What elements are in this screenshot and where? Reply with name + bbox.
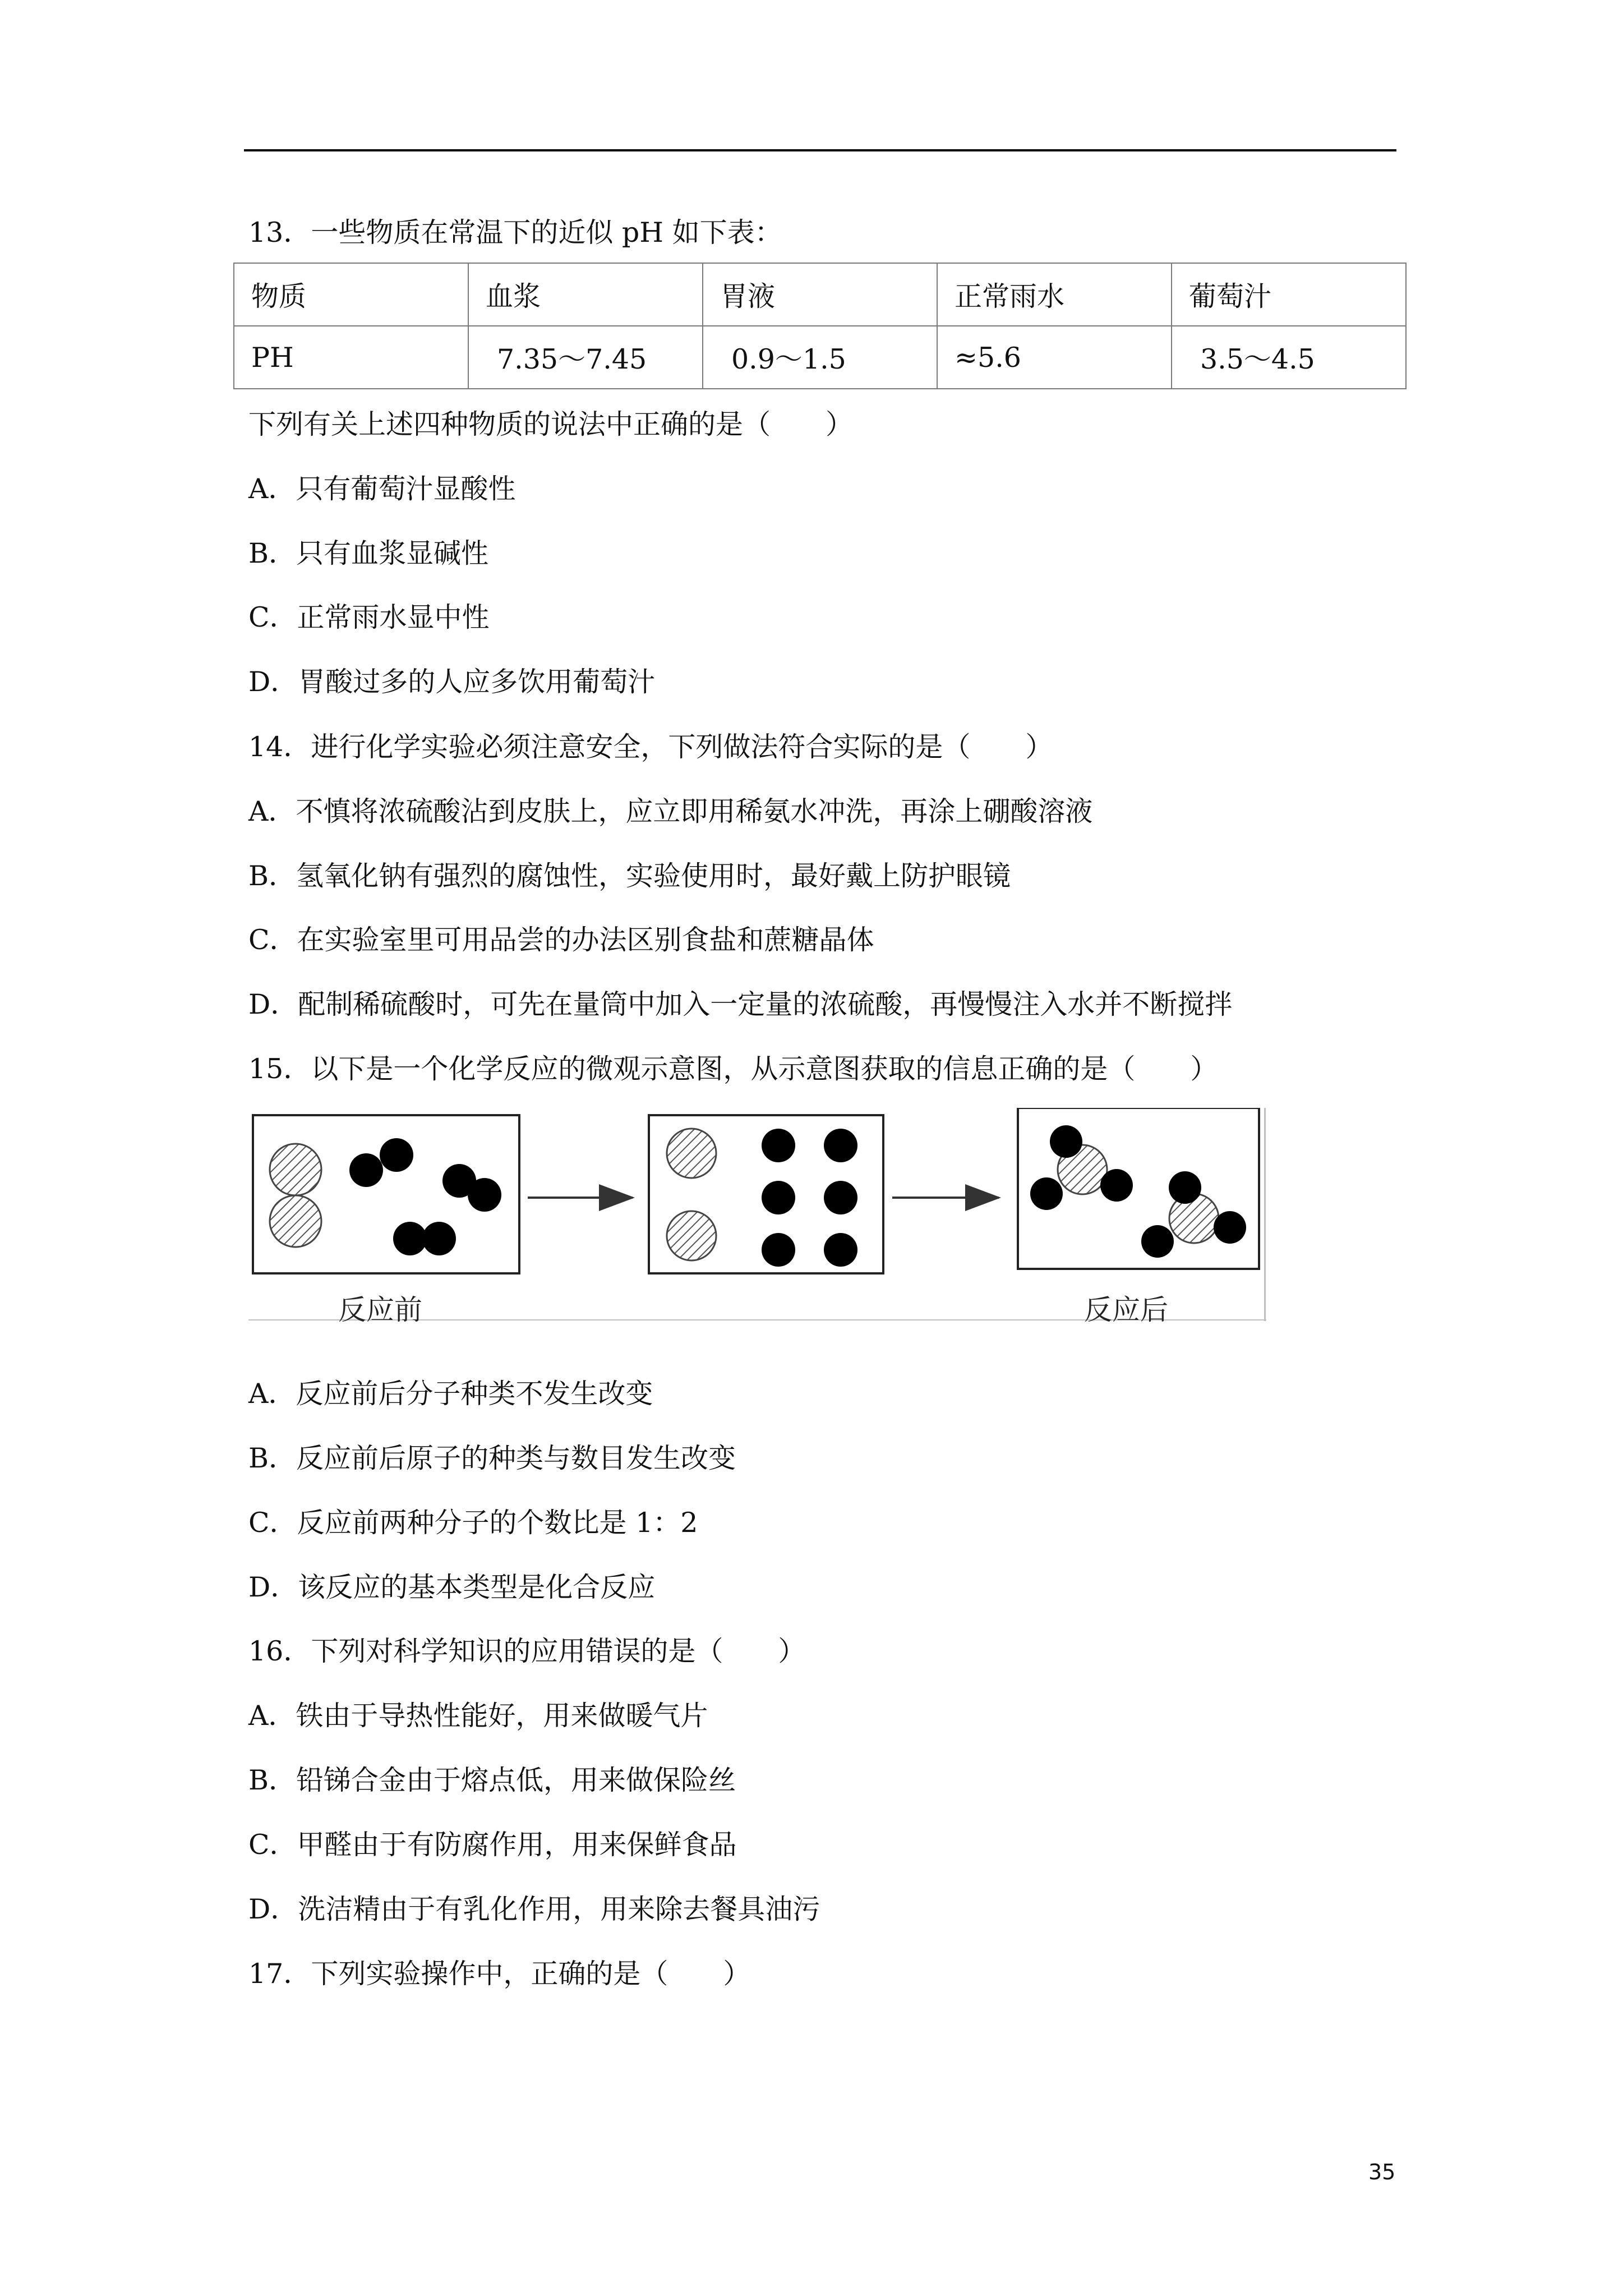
black-atom	[762, 1181, 795, 1214]
hatched-atom	[270, 1144, 321, 1195]
q14-option-a: A．不慎将浓硫酸沾到皮肤上，应立即用稀氨水冲洗，再涂上硼酸溶液	[248, 795, 1093, 827]
table-cell: ≈5.6	[937, 326, 1172, 389]
table-cell: 胃液	[703, 263, 937, 326]
header-rule	[244, 149, 1396, 151]
black-atom	[762, 1129, 795, 1162]
q13-option-d: D．胃酸过多的人应多饮用葡萄汁	[248, 666, 656, 698]
black-atom	[393, 1222, 427, 1255]
before-label: 反应前	[338, 1294, 422, 1326]
table-cell: 葡萄汁	[1172, 263, 1406, 326]
table-row	[234, 326, 1406, 389]
q13-option-c: C．正常雨水显中性	[248, 601, 490, 633]
q14-stem: 14．进行化学实验必须注意安全，下列做法符合实际的是（ ）	[248, 731, 1053, 763]
table-row	[234, 263, 1406, 326]
table-cell: PH	[234, 326, 468, 389]
hatched-atom	[667, 1129, 716, 1178]
table-cell: 物质	[234, 263, 468, 326]
q15-option-d: D．该反应的基本类型是化合反应	[248, 1571, 656, 1603]
black-atom	[1100, 1169, 1133, 1202]
black-atom	[1030, 1177, 1063, 1210]
hatched-atom	[667, 1211, 716, 1260]
black-atom	[1050, 1125, 1082, 1158]
after-label: 反应后	[1084, 1294, 1168, 1326]
black-atom	[824, 1233, 857, 1267]
q16-option-a: A．铁由于导热性能好，用来做暖气片	[248, 1700, 708, 1732]
q16-stem: 16．下列对科学知识的应用错误的是（ ）	[248, 1635, 806, 1667]
page-number: 35	[1368, 2160, 1396, 2184]
black-atom	[1141, 1225, 1174, 1258]
q16-option-b: B．铅锑合金由于熔点低，用来做保险丝	[248, 1764, 736, 1796]
q13-option-b: B．只有血浆显碱性	[248, 537, 489, 569]
ph-table	[233, 263, 1407, 389]
table-cell: 0.9～1.5	[703, 326, 937, 389]
hatched-atom	[270, 1195, 321, 1247]
reaction-diagram	[248, 1108, 1266, 1326]
black-atom	[824, 1129, 857, 1162]
q14-option-d: D．配制稀硫酸时，可先在量筒中加入一定量的浓硫酸，再慢慢注入水并不断搅拌	[248, 988, 1233, 1020]
q15-stem: 15．以下是一个化学反应的微观示意图，从示意图获取的信息正确的是（ ）	[248, 1053, 1218, 1085]
q14-option-c: C．在实验室里可用品尝的办法区别食盐和蔗糖晶体	[248, 924, 874, 956]
q13-prompt: 下列有关上述四种物质的说法中正确的是（ ）	[248, 408, 854, 440]
black-atom	[1214, 1211, 1246, 1244]
table-cell: 血浆	[468, 263, 703, 326]
black-atom	[468, 1178, 501, 1212]
black-atom	[349, 1153, 383, 1187]
q16-option-d: D．洗洁精由于有乳化作用，用来除去餐具油污	[248, 1893, 820, 1925]
q17-stem: 17．下列实验操作中，正确的是（ ）	[248, 1958, 751, 1990]
black-atom	[422, 1222, 456, 1255]
black-atom	[380, 1138, 413, 1172]
table-cell: 正常雨水	[937, 263, 1172, 326]
black-atom	[824, 1181, 857, 1214]
q13-option-a: A．只有葡萄汁显酸性	[248, 473, 516, 505]
table-cell: 3.5～4.5	[1172, 326, 1406, 389]
black-atom	[1169, 1171, 1201, 1204]
q15-option-c: C．反应前两种分子的个数比是 1：2	[248, 1507, 698, 1539]
q15-option-b: B．反应前后原子的种类与数目发生改变	[248, 1442, 736, 1474]
q14-option-b: B．氢氧化钠有强烈的腐蚀性，实验使用时，最好戴上防护眼镜	[248, 860, 1011, 892]
table-cell: 7.35～7.45	[468, 326, 703, 389]
black-atom	[762, 1233, 795, 1267]
q13-stem: 13．一些物质在常温下的近似 pH 如下表：	[248, 217, 782, 249]
diagram-frame-right	[1264, 1108, 1266, 1321]
q15-option-a: A．反应前后分子种类不发生改变	[248, 1378, 653, 1410]
q16-option-c: C．甲醛由于有防腐作用，用来保鲜食品	[248, 1829, 737, 1861]
